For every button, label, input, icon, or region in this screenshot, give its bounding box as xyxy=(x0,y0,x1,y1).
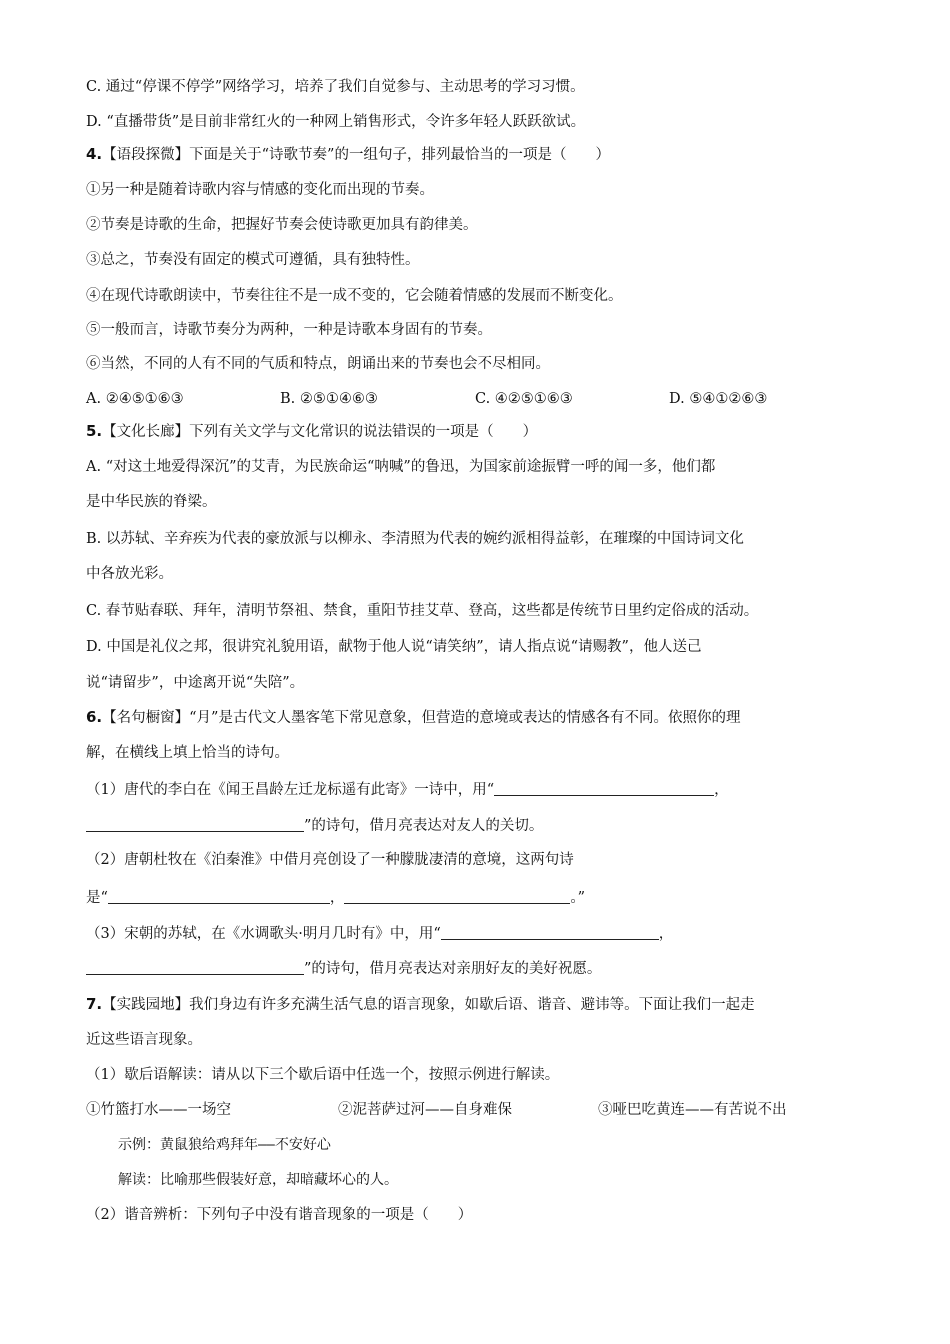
q7-number: 7. xyxy=(86,995,103,1013)
q6-number: 6. xyxy=(86,708,103,726)
q5-line: 说“请留步”，中途离开说“失陪”。 xyxy=(86,675,305,691)
q7-example: 示例：黄鼠狼给鸡拜年——不安好心 xyxy=(118,1137,331,1153)
q6-part2: （2）唐朝杜牧在《泊秦淮》中借月亮创设了一种朦胧凄清的意境，这两句诗 xyxy=(86,852,574,868)
q4-number: 4. xyxy=(86,145,103,163)
q7-explanation: 解读：比喻那些假装好意，却暗藏坏心的人。 xyxy=(118,1172,398,1188)
q6-stem xyxy=(86,710,740,726)
q4-stem xyxy=(86,147,610,163)
q6-part2-close: 。” xyxy=(570,890,586,906)
q4-sentence: ①另一种是随着诗歌内容与情感的变化而出现的节奏。 xyxy=(86,182,434,198)
q6-part2-comma: ， xyxy=(329,890,345,906)
answer-blank[interactable] xyxy=(494,782,714,796)
q6-part3 xyxy=(86,926,673,942)
q4-sentence: ⑤一般而言，诗歌节奏分为两种，一种是诗歌本身固有的节奏。 xyxy=(86,322,492,338)
q6-part1 xyxy=(86,782,729,798)
answer-blank[interactable] xyxy=(108,890,330,904)
q7-saying: ②泥菩萨过河——自身难保 xyxy=(338,1102,512,1118)
q4-sentence: ②节奏是诗歌的生命，把握好节奏会使诗歌更加具有韵律美。 xyxy=(86,217,478,233)
q4-sentence: ③总之，节奏没有固定的模式可遵循，具有独特性。 xyxy=(86,252,420,268)
q6-stem-text: 【名句橱窗】“月”是古代文人墨客笔下常见意象，但营造的意境或表达的情感各有不同。依照你的理 xyxy=(102,710,741,726)
q4-option-d: D. ⑤④①②⑥③ xyxy=(669,391,768,407)
q4-stem-text: 【语段探微】下面是关于“诗歌节奏”的一组句子，排列最恰当的一项是（ ） xyxy=(102,147,610,163)
q4-sentence: ⑥当然，不同的人有不同的气质和特点，朗诵出来的节奏也会不尽相同。 xyxy=(86,356,550,372)
q6-part3-cont xyxy=(86,961,601,977)
q6-part1-comma: ， xyxy=(714,782,729,798)
q5-line: A. “对这土地爱得深沉”的艾青，为民族命运“呐喊”的鲁迅，为国家前途振臂一呼的闻一多，他们都 xyxy=(86,459,716,475)
q5-line: C. 春节贴春联、拜年，清明节祭祖、禁食，重阳节挂艾草、登高，这些都是传统节日里约定俗成的活动。 xyxy=(86,603,759,619)
q6-part3-text: （3）宋朝的苏轼，在《水调歌头·明月几时有》中，用“ xyxy=(86,926,441,942)
q4-option-c: C. ④②⑤①⑥③ xyxy=(475,391,573,407)
q6-part1-cont xyxy=(86,818,543,834)
q7-part1: （1）歇后语解读：请从以下三个歇后语中任选一个，按照示例进行解读。 xyxy=(86,1067,560,1083)
q6-part3-tail: ”的诗句，借月亮表达对亲朋好友的美好祝愿。 xyxy=(304,961,602,977)
q6-part2-open: 是“ xyxy=(86,890,108,906)
q4-option-b: B. ②⑤①④⑥③ xyxy=(280,391,378,407)
q6-part1-text: （1）唐代的李白在《闻王昌龄左迁龙标遥有此寄》一诗中，用“ xyxy=(86,782,495,798)
q6-part1-tail: ”的诗句，借月亮表达对友人的关切。 xyxy=(304,818,544,834)
q7-stem-cont: 近这些语言现象。 xyxy=(86,1032,202,1048)
q3-option-c: C. 通过“停课不停学”网络学习，培养了我们自觉参与、主动思考的学习习惯。 xyxy=(86,79,585,95)
q4-option-a: A. ②④⑤①⑥③ xyxy=(86,391,184,407)
q5-number: 5. xyxy=(86,422,103,440)
q5-line: 是中华民族的脊梁。 xyxy=(86,494,217,510)
q7-part2: （2）谐音辨析：下列句子中没有谐音现象的一项是（ ） xyxy=(86,1207,473,1223)
answer-blank[interactable] xyxy=(86,818,304,832)
q6-part3-comma: ， xyxy=(658,926,674,942)
q4-sentence: ④在现代诗歌朗读中，节奏往往不是一成不变的，它会随着情感的发展而不断变化。 xyxy=(86,288,623,304)
q3-option-d: D. “直播带货”是目前非常红火的一种网上销售形式，令许多年轻人跃跃欲试。 xyxy=(86,114,586,130)
answer-blank[interactable] xyxy=(441,926,659,940)
q7-saying: ③哑巴吃黄连——有苦说不出 xyxy=(598,1102,787,1118)
answer-blank[interactable] xyxy=(86,961,304,975)
q7-stem-text: 【实践园地】我们身边有许多充满生活气息的语言现象，如歇后语、谐音、避讳等。下面让我们一起走 xyxy=(102,997,755,1013)
q5-stem xyxy=(86,424,537,440)
q5-line: B. 以苏轼、辛弃疾为代表的豪放派与以柳永、李清照为代表的婉约派相得益彰，在璀璨的中国诗词文化 xyxy=(86,531,744,547)
q7-saying: ①竹篮打水——一场空 xyxy=(86,1102,231,1118)
q5-line: 中各放光彩。 xyxy=(86,566,173,582)
answer-blank[interactable] xyxy=(344,890,570,904)
q7-stem xyxy=(86,997,755,1013)
q5-stem-text: 【文化长廊】下列有关文学与文化常识的说法错误的一项是（ ） xyxy=(102,424,538,440)
q5-line: D. 中国是礼仪之邦，很讲究礼貌用语，献物于他人说“请笑纳”，请人指点说“请赐教”，他人送己 xyxy=(86,639,702,655)
q6-part2-cont xyxy=(86,890,585,906)
q6-stem-cont: 解，在横线上填上恰当的诗句。 xyxy=(86,745,289,761)
